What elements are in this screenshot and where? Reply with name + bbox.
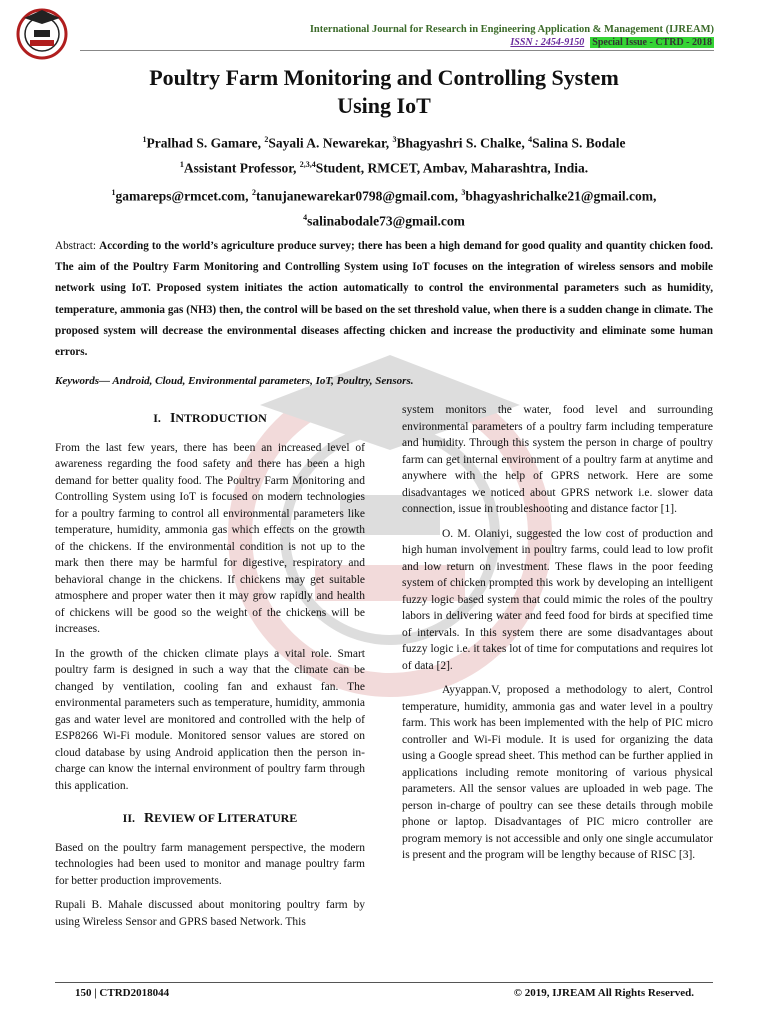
keywords: Keywords— Android, Cloud, Environmental parameters, IoT, Poultry, Sensors.	[55, 375, 414, 387]
special-issue-badge: Special Issue - CTRD - 2018	[592, 37, 712, 48]
section-heading-introduction	[55, 410, 365, 428]
review-paragraph-1: Based on the poultry farm management perspective, the modern technologies had been used to monitor and manage poultry farm for better production improvements.	[55, 841, 365, 887]
email-2: tanujanewarekar0798@gmail.com,	[255, 188, 462, 204]
footer-rule	[55, 982, 713, 983]
footer-copyright: © 2019, IJREAM All Rights Reserved.	[513, 987, 694, 999]
abstract-label: Abstract	[55, 240, 93, 252]
section-heading-review	[55, 810, 365, 828]
footer-page-id: 150 | CTRD2018044	[75, 987, 170, 999]
journal-name: International Journal for Research in Engineering Application & Management (IJREAM)	[309, 24, 714, 35]
review-paragraph-5: Ayyappan.V, proposed a methodology to alert, Control temperature, humidity, ammonia gas and water level in a poultry farm. This work has been implemented with the help of PIC micro controller and Wi-Fi module. It is used for organizing the data using a Google spread sheet. This method can be further applied in applications including remote monitoring of various physical parameters. All the sensor values are uploaded in web page. The person in-charge of poultry can see these details through mobile phone or laptop. Disadvantages of PIC micro controller are program memory is not accessible and only one single accumulator is present and the program will be lengthy because of RISC [3].	[402, 684, 713, 861]
header-rule	[80, 50, 714, 51]
right-column	[402, 402, 713, 872]
heading-rest: ITERATURE	[226, 811, 298, 825]
left-column	[55, 411, 365, 938]
author-affiliations: $^1$Assistant Professor, $^{2,3,4}$Student, RMCET, Ambav, Maharashtra, India.	[179, 160, 589, 176]
abstract-text: According to the world’s agriculture produce survey; there has been a high demand for good quality and quantity chicken food. The aim of the Poultry Farm Monitoring and Controlling System using IoT focuses on the integration of wireless sensors and mobile network using IoT. Proposed system initiates the action automatically to control the environmental parameters such as humidity, temperature, ammonia gas (NH3) then, the control will be based on the set threshold value, when there is a sudden change in climate. The proposed system will decrease the environmental diseases affecting chicken and increase the productivity and eliminate some human errors.	[55, 240, 714, 359]
issn: ISSN : 2454-9150	[510, 37, 585, 48]
section-number: I.	[153, 411, 161, 425]
intro-paragraph-1: From the last few years, there has been an increased level of awareness regarding the food safety and there has been a high demand for better quality food. The Poultry Farm Monitoring and Controlling System using IoT is focused on modern technologies for a poultry farming to control all environmental parameters like temperature, humidity, ammonia gas which effects on the growth of the chickens. If the environmental condition is not up to the mark then there may be harmful for digestive, respiratory and behavioral change in the chickens. If chickens may get suitable atmosphere and proper water then it may grow rapidly and health of chickens will be good so the weight of the chickens will be increases.	[55, 441, 365, 635]
heading-rest: EVIEW OF	[154, 811, 218, 825]
heading-rest: NTRODUCTION	[175, 411, 267, 425]
author-3: Bhagyashri S. Chalke,	[396, 135, 529, 151]
affiliation-2: Student, RMCET, Ambav, Maharashtra, India.	[315, 160, 589, 176]
review-paragraph-3: system monitors the water, food level and surrounding environmental parameters of a poultry farm including temperature and humidity. Through this system the person in charge of poultry farm can get internal environment of a poultry farm at anytime and anywhere with the help of GPRS network. Here are some disadvantages we noticed about GPRS network i.e. slower data connection, issue in troubleshooting and distance factor [1].	[402, 404, 713, 515]
author-2: Sayali A. Newarekar,	[268, 135, 393, 151]
review-paragraph-4: O. M. Olaniyi, suggested the low cost of production and high human involvement in poultry farms, could lead to low profit and low return on investment. These flaws in the poor feeding system of chicken prompted this work by developing an intelligent fuzzy logic based system that could mimic the roles of the poultry labors in delivering water and feed food for birds at specified time of intervals. In this system there are some disadvantages about fuzzy logic i.e. it takes lot of time for computations and requires lot of data [2].	[402, 527, 713, 672]
author-email-4-line: $^4$salinabodale73@gmail.com	[303, 213, 465, 229]
affiliation-1: Assistant Professor,	[183, 160, 300, 176]
title-line-1: Poultry Farm Monitoring and Controlling System	[149, 65, 619, 90]
paper-title	[60, 64, 708, 120]
email-4: salinabodale73@gmail.com	[307, 213, 465, 229]
heading-cap-letter: L	[217, 811, 227, 826]
abstract: Abstract: According to the world’s agriculture produce survey; there has been a high demand for good quality and quantity chicken food. The aim of the Poultry Farm Monitoring and Controlling System using IoT focuses on the integration of wireless sensors and mobile network using IoT. Proposed system initiates the action automatically to control the environmental parameters such as humidity, temperature, ammonia gas (NH3) then, the control will be based on the set threshold value, when there is a sudden change in climate. The proposed system will decrease the environmental diseases affecting chicken and increase the productivity and eliminate some human errors.	[55, 240, 714, 359]
section-number: II.	[122, 811, 136, 825]
review-paragraph-2: Rupali B. Mahale discussed about monitoring poultry farm by using Wireless Sensor and GPRS based Network. This	[55, 899, 365, 928]
issn-line	[200, 37, 714, 48]
heading-cap-letter: R	[144, 811, 155, 826]
intro-paragraph-2: In the growth of the chicken climate plays a vital role. Smart poultry farm is designed in such a way that the climate can be changed by ventilation, cooling fan and exhaust fan. The environmental parameters such as temperature, humidity, ammonia gas and water level are monitored and controlled with the help of ESP8266 Wi-Fi module. Monitored sensor values are stored on cloud database by using Android application then the person in-charge can know the internal environment of poultry farm through this application.	[55, 647, 365, 792]
email-3: bhagyashrichalke21@gmail.com,	[465, 188, 657, 204]
author-4: Salina S. Bodale	[532, 135, 626, 151]
email-1: gamareps@rmcet.com,	[115, 188, 252, 204]
heading-cap-letter: I	[169, 411, 176, 426]
title-line-2: Using IoT	[337, 93, 431, 118]
author-emails: $^1$gamareps@rmcet.com, $^2$tanujanewarekar0798@gmail.com, $^3$bhagyashrichalke21@gmail.com,	[111, 188, 657, 204]
author-1: Pralhad S. Gamare,	[146, 135, 265, 151]
author-names: $^1$Pralhad S. Gamare, $^2$Sayali A. Newarekar, $^3$Bhagyashri S. Chalke, $^4$Salina S. Bodale	[142, 135, 626, 151]
journal-logo	[14, 4, 70, 60]
